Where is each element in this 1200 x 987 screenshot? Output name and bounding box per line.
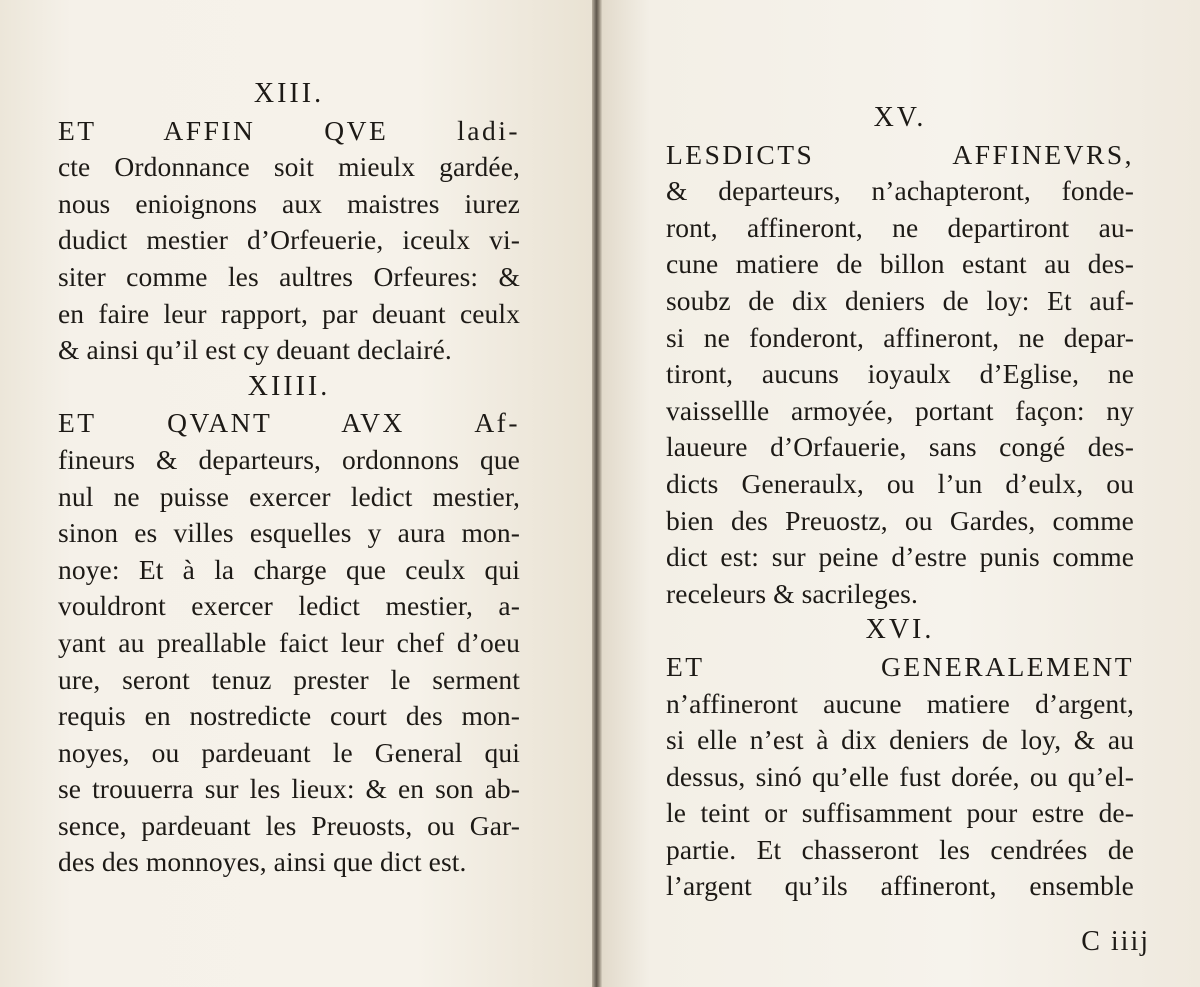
text-line: bien des Preuostz, ou Gardes, comme (666, 504, 1134, 536)
text-line: cune matiere de billon estant au des- (666, 248, 1134, 280)
text-line: dessus, sinó qu’elle fust dorée, ou qu’el- (666, 760, 1134, 792)
text-line: soubz de dix deniers de loy: Et auf- (666, 284, 1134, 316)
book-gutter (592, 0, 602, 987)
text-line: ET GENERALEMENT (666, 650, 1134, 682)
left-page-text (58, 76, 520, 881)
right-page (602, 0, 1200, 987)
text-line: requis en nostredicte court des mon- (58, 700, 520, 732)
text-line: en faire leur rapport, par deuant ceulx (58, 297, 520, 329)
text-line: noye: Et à la charge que ceulx qui (58, 553, 520, 585)
text-line: dicts Generaulx, ou l’un d’eulx, ou (666, 467, 1134, 499)
text-line: & ainsi qu’il est cy deuant declairé. (58, 334, 452, 366)
text-line: si elle n’est à dix deniers de loy, & au (666, 724, 1134, 756)
text-line: nous enioignons aux maistres iurez (58, 187, 520, 219)
text-line: l’argent qu’ils affineront, ensemble (666, 870, 1134, 902)
text-line: yant au preallable faict leur chef d’oeu (58, 626, 520, 658)
article-heading-xiii: XIII. (253, 78, 325, 109)
text-line: cte Ordonnance soit mieulx gardée, (58, 151, 520, 183)
article-heading-xiiii: XIIII. (247, 370, 331, 402)
text-line: ure, seront tenuz prester le serment (58, 663, 520, 695)
text-line: partie. Et chasseront les cendrées de (666, 833, 1134, 865)
text-line: laueure d’Orfauerie, sans congé des- (666, 431, 1134, 463)
text-line: noyes, ou pardeuant le General qui (58, 736, 520, 768)
text-line: n’affineront aucune matiere d’argent, (666, 687, 1134, 719)
text-line: des des monnoyes, ainsi que dict est. (58, 846, 467, 878)
text-line: fineurs & departeurs, ordonnons que (58, 443, 520, 475)
text-line: ET QVANT AVX Af- (58, 407, 520, 439)
right-page-text (666, 100, 1134, 905)
text-line: tiront, aucuns ioyaulx d’Eglise, ne (666, 358, 1134, 390)
text-line: ET AFFIN QVE ladi- (58, 114, 520, 146)
text-line: vaissellle armoyée, portant façon: ny (666, 394, 1134, 426)
text-line: receleurs & sacrileges. (666, 577, 918, 609)
page-signature: C iiij (1081, 926, 1150, 957)
left-page (0, 0, 592, 987)
article-heading-xvi: XVI. (865, 614, 935, 646)
text-line: sinon es villes esquelles y aura mon- (58, 517, 520, 549)
text-line: vouldront exercer ledict mestier, a- (58, 590, 520, 622)
text-line: siter comme les aultres Orfeures: & (58, 260, 520, 292)
text-line: le teint or suffisamment pour estre de- (666, 797, 1134, 829)
text-line: si ne fonderont, affineront, ne depar- (666, 321, 1134, 353)
text-line: dudict mestier d’Orfeuerie, iceulx vi- (58, 224, 520, 256)
text-line: ront, affineront, ne departiront au- (666, 211, 1134, 243)
text-line: & departeurs, n’achapteront, fonde- (666, 175, 1134, 207)
text-line: dict est: sur peine d’estre punis comme (666, 541, 1134, 573)
article-heading-xv: XV. (873, 102, 927, 133)
text-line: se trouuerra sur les lieux: & en son ab- (58, 773, 520, 805)
text-line: nul ne puisse exercer ledict mestier, (58, 480, 520, 512)
text-line: sence, pardeuant les Preuosts, ou Gar- (58, 809, 520, 841)
text-line: LESDICTS AFFINEVRS, (666, 138, 1134, 170)
